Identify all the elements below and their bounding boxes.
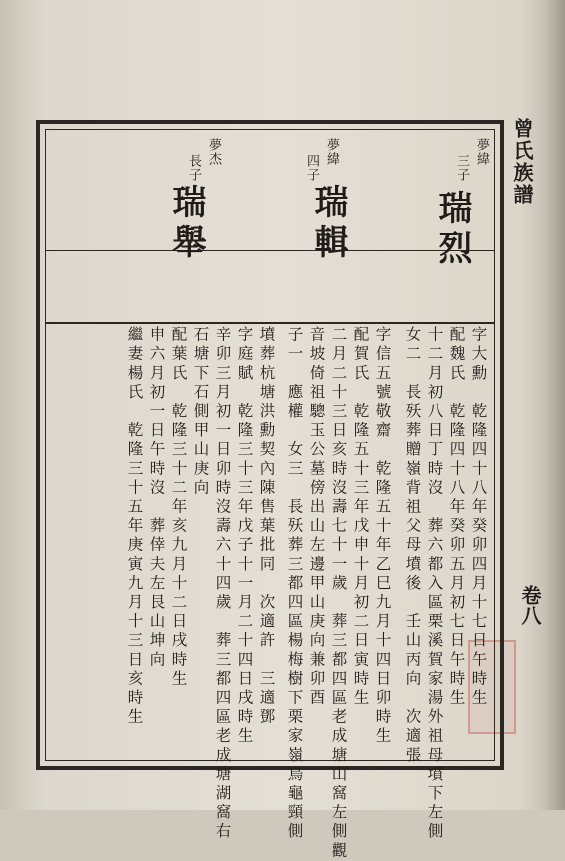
frame-inner xyxy=(45,129,495,861)
page-frame xyxy=(36,120,504,861)
biography-line: 繼妻楊氏 乾隆三十五年庚寅九月十三日亥時生 xyxy=(125,326,144,728)
biography-line: 申六月初一日午時沒 葬倖夫左艮山坤向 xyxy=(147,326,166,670)
biography-line: 女二 長殀葬贈嶺背祖父母墳後 壬山丙向 次適張 xyxy=(403,326,422,766)
entry-lineage-b: 四子 xyxy=(304,154,319,182)
biography-line: 十二月初八日丁時沒 葬六都入區栗溪賀家湯外祖母墳下左側 xyxy=(425,326,444,842)
biography-line: 字大勳 乾隆四十八年癸卯四月十七日午時生 xyxy=(469,326,488,708)
biography-line: 子一 應權 女三 長殀葬三都四區楊梅樹下栗家嶺烏龜頸側 xyxy=(285,326,304,842)
biography-line: 配賀氏 乾隆五十三年戊申十月初二日寅時生 xyxy=(351,326,370,708)
margin-title: 曾氏族譜 xyxy=(510,118,534,206)
biography-line: 墳葬杭塘洪勳契內陳售葉批同 次適許 三適鄧 xyxy=(257,326,276,728)
entry-lineage-a: 夢緯 xyxy=(474,138,489,166)
entry-name: 瑞舉 xyxy=(166,184,206,264)
biography-line: 配葉氏 乾隆三十二年亥九月十二日戌時生 xyxy=(169,326,188,689)
entry-lineage-b: 三子 xyxy=(454,154,469,182)
biography-line: 配魏氏 乾隆四十八年癸卯五月初七日午時生 xyxy=(447,326,466,708)
lineage-band xyxy=(46,130,494,251)
name-band xyxy=(46,250,494,324)
biography-line: 辛卯三月初一日卯時沒壽六十四歲 葬三都四區老成塘湖窩右 xyxy=(213,326,232,842)
margin-volume: 卷八 xyxy=(518,585,542,625)
entry-lineage-a: 夢緯 xyxy=(324,138,339,166)
entry-lineage-b: 長子 xyxy=(186,154,201,182)
book-spine xyxy=(543,0,565,810)
biography-line: 石塘下石側甲山庚向 xyxy=(191,326,210,498)
biography-line: 字庭賦 乾隆三十三年戊子十一月二十四日戌時生 xyxy=(235,326,254,747)
biography-line: 字信五號敬齋 乾隆五十年乙巳九月十四日卯時生 xyxy=(373,326,392,747)
entry-name: 瑞輯 xyxy=(308,184,348,264)
biography-line: 音坡倚祖驄玉公墓傍出山左邊甲山庚向兼卯酉 xyxy=(307,326,326,708)
entry-lineage-a: 夢杰 xyxy=(206,138,221,166)
biography-line: 二月二十三日亥時沒壽七十一歲 葬三都四區老成塘山窩左側觀 xyxy=(329,326,348,861)
entry-name: 瑞烈 xyxy=(432,190,472,270)
